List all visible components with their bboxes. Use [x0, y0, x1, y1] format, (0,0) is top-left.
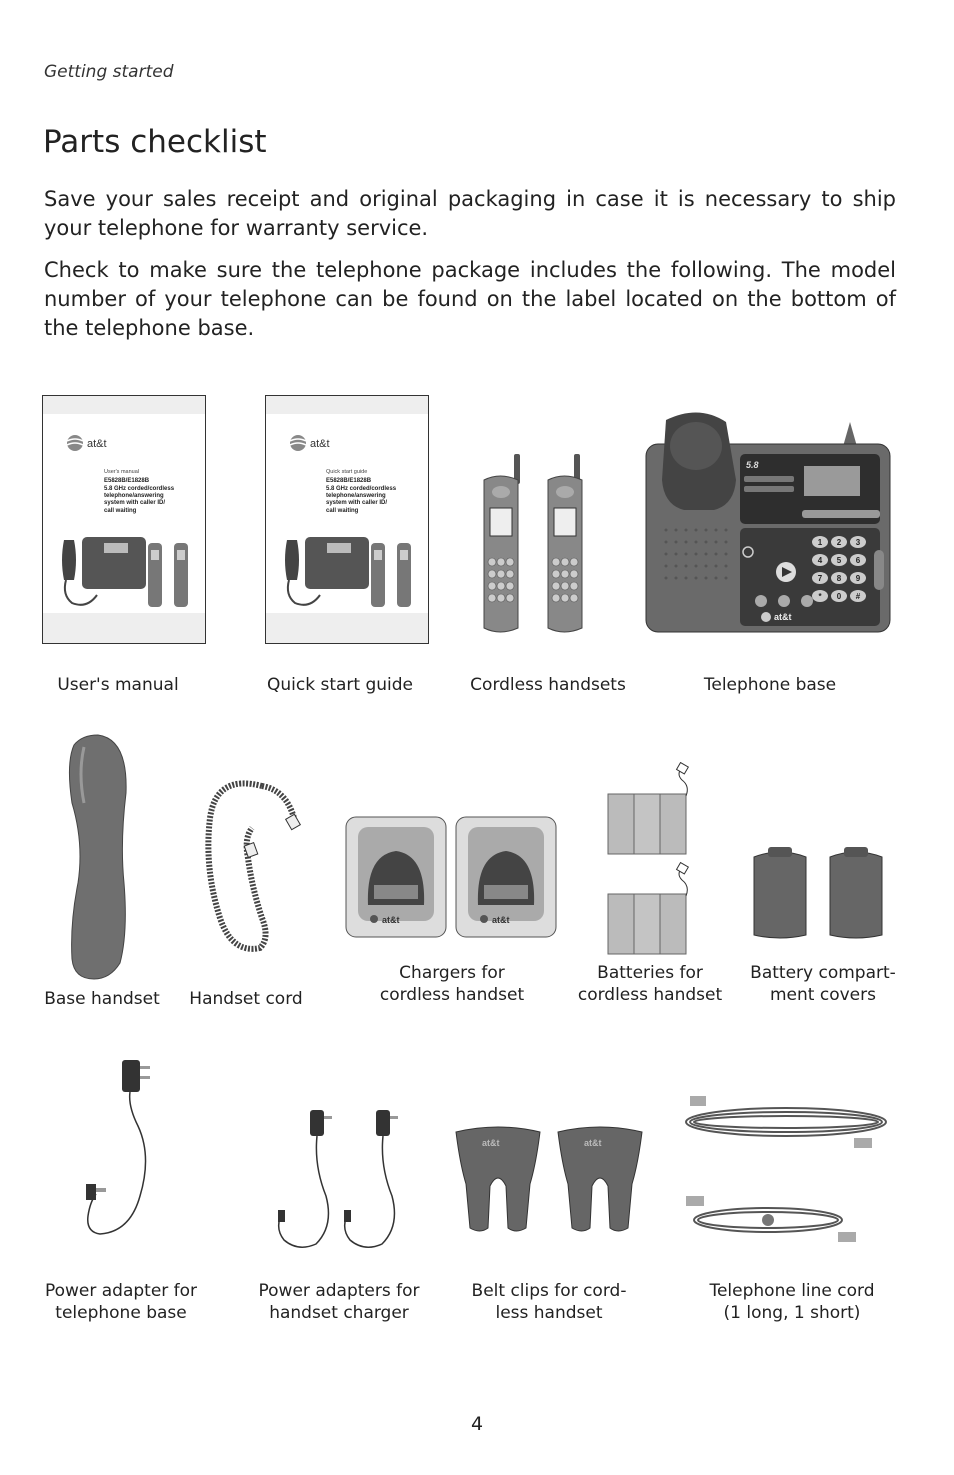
cordless-handsets-image — [478, 452, 603, 638]
telephone-line-cords-image — [682, 1090, 894, 1246]
base-band-label: 5.8 — [746, 460, 759, 470]
guide-model: E5828B/E1828B — [326, 478, 372, 484]
caption-belt-clips: Belt clips for cord- less handset — [471, 1281, 627, 1323]
handset-cord-image — [196, 778, 308, 960]
keypad-key-label: * — [818, 592, 822, 601]
batteries-image — [604, 762, 696, 958]
guide-brand: at&t — [310, 438, 330, 450]
svg-text:telephone/answering: telephone/answering — [104, 493, 164, 499]
manual-model: E5828B/E1828B — [104, 478, 150, 484]
base-brand: at&t — [774, 612, 792, 622]
intro-paragraph-2: Check to make sure the telephone package includes the following. The model number of your telephone can be found on the label located on the bottom of the telephone base. — [44, 258, 896, 340]
caption-base-handset: Base handset — [44, 989, 160, 1009]
page-number: 4 — [470, 1413, 484, 1435]
keypad-key-label: 6 — [855, 556, 861, 565]
keypad-key-label: 8 — [836, 574, 842, 583]
intro-paragraph-1: Save your sales receipt and original packaging in case it is necessary to ship your telephone for warranty service. — [44, 187, 896, 240]
caption-battery-covers: Battery compart- ment covers — [750, 963, 896, 1005]
telephone-base-image — [644, 410, 894, 636]
caption-users-manual: User's manual — [57, 675, 179, 695]
caption-batteries: Batteries for cordless handset — [577, 963, 723, 1005]
keypad-key-label: # — [855, 592, 861, 601]
belt-clip-2-brand: at&t — [584, 1138, 602, 1148]
users-manual-image — [42, 395, 207, 645]
caption-handset-cord: Handset cord — [189, 989, 303, 1009]
svg-text:5.8 GHz corded/cordless: 5.8 GHz corded/cordless — [326, 486, 397, 492]
caption-telephone-line-cord: Telephone line cord (1 long, 1 short) — [709, 1281, 875, 1323]
keypad-key-label: 3 — [855, 538, 861, 547]
power-adapters-charger-image — [272, 1106, 412, 1252]
keypad-key-label: 5 — [836, 556, 842, 565]
keypad-key-label: 7 — [817, 574, 823, 583]
guide-kind: Quick start guide — [326, 469, 368, 475]
svg-text:call waiting: call waiting — [104, 508, 137, 514]
caption-power-adapters-charger: Power adapters for handset charger — [258, 1281, 420, 1323]
keypad-key-label: 0 — [836, 592, 842, 601]
caption-cordless-handsets: Cordless handsets — [470, 675, 626, 695]
caption-power-adapter-base: Power adapter for telephone base — [44, 1281, 198, 1323]
battery-covers-image — [748, 843, 892, 943]
section-header: Getting started — [44, 62, 174, 82]
svg-text:system with caller ID/: system with caller ID/ — [326, 500, 388, 506]
caption-chargers: Chargers for cordless handset — [379, 963, 525, 1005]
keypad-key-label: 4 — [817, 556, 823, 565]
charger-2-brand: at&t — [492, 915, 510, 925]
caption-telephone-base: Telephone base — [703, 675, 837, 695]
svg-text:call waiting: call waiting — [326, 508, 359, 514]
svg-text:telephone/answering: telephone/answering — [326, 493, 386, 499]
charger-1-brand: at&t — [382, 915, 400, 925]
page-title: Parts checklist — [43, 124, 267, 160]
keypad-key-label: 9 — [855, 574, 861, 583]
chargers-image — [344, 815, 558, 939]
power-adapter-base-image — [80, 1056, 160, 1242]
svg-text:5.8 GHz corded/cordless: 5.8 GHz corded/cordless — [104, 486, 175, 492]
base-handset-image — [62, 733, 134, 981]
svg-text:system with caller ID/: system with caller ID/ — [104, 500, 166, 506]
manual-kind: User's manual — [104, 469, 139, 475]
keypad-key-label: 1 — [817, 538, 823, 547]
quick-start-guide-image — [265, 395, 430, 645]
belt-clip-1-brand: at&t — [482, 1138, 500, 1148]
caption-quick-start-guide: Quick start guide — [266, 675, 413, 695]
keypad-key-label: 2 — [836, 538, 842, 547]
manual-brand: at&t — [87, 438, 107, 450]
belt-clips-image — [452, 1124, 648, 1236]
